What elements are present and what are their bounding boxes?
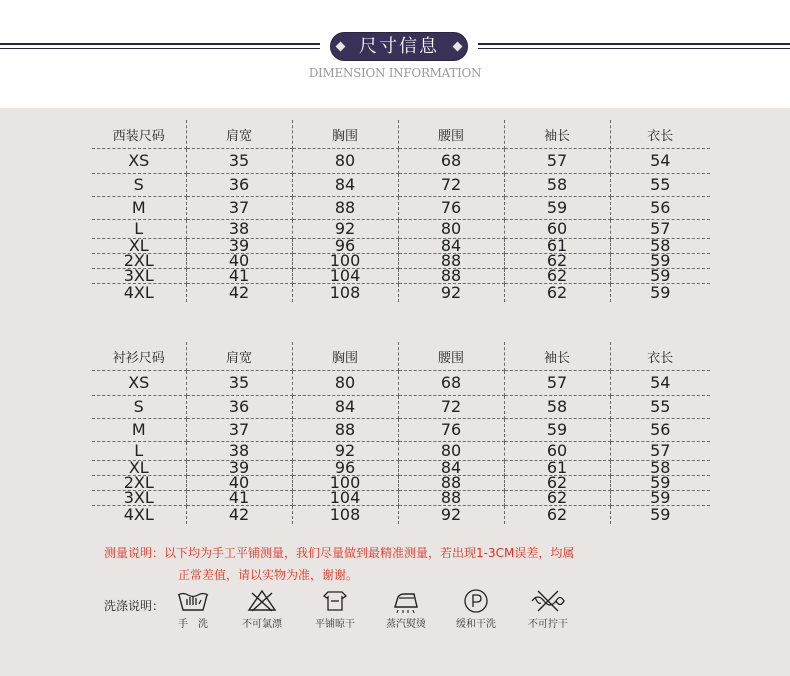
- measurement-cell: 100: [292, 476, 398, 491]
- measurement-cell: 84: [292, 396, 398, 419]
- measurement-cell: 96: [292, 239, 398, 254]
- table-row: [92, 239, 710, 254]
- table-row: [92, 461, 710, 476]
- measurement-cell: 42: [186, 284, 292, 303]
- measurement-cell: 36: [186, 174, 292, 197]
- measurement-cell: 60: [504, 220, 610, 239]
- measurement-cell: 88: [292, 419, 398, 442]
- column-header: 腰围: [398, 342, 504, 371]
- page-title: 尺寸信息: [359, 36, 439, 57]
- size-cell: 4XL: [92, 506, 186, 525]
- care-item-dry-flat: [295, 588, 375, 630]
- table-row: [92, 476, 710, 491]
- dry-flat-icon: [315, 588, 355, 614]
- measurement-cell: 41: [186, 269, 292, 284]
- size-cell: S: [92, 396, 186, 419]
- measurement-cell: 88: [292, 197, 398, 220]
- dry-clean-p-icon: [456, 588, 496, 614]
- measurement-cell: 60: [504, 442, 610, 461]
- measurement-cell: 62: [504, 506, 610, 525]
- measurement-cell: 96: [292, 461, 398, 476]
- measurement-cell: 62: [504, 269, 610, 284]
- measurement-cell: 61: [504, 239, 610, 254]
- size-cell: XS: [92, 371, 186, 396]
- measurement-cell: 41: [186, 491, 292, 506]
- measurement-cell: 100: [292, 254, 398, 269]
- size-cell: M: [92, 197, 186, 220]
- measurement-cell: 56: [610, 197, 710, 220]
- size-cell: XS: [92, 149, 186, 174]
- measurement-cell: 38: [186, 220, 292, 239]
- size-cell: M: [92, 419, 186, 442]
- measurement-cell: 84: [398, 461, 504, 476]
- measurement-cell: 59: [610, 491, 710, 506]
- column-header: 胸围: [292, 342, 398, 371]
- measurement-cell: 58: [610, 239, 710, 254]
- title-badge: [330, 32, 468, 61]
- table-row: [92, 442, 710, 461]
- measurement-cell: 76: [398, 419, 504, 442]
- no-wring-icon: [528, 588, 568, 614]
- column-header: 腰围: [398, 120, 504, 149]
- size-cell: S: [92, 174, 186, 197]
- column-header: 衬衫尺码: [92, 342, 186, 371]
- measurement-cell: 57: [610, 442, 710, 461]
- care-item-hand-wash: [153, 588, 233, 630]
- measurement-cell: 40: [186, 254, 292, 269]
- measurement-cell: 88: [398, 254, 504, 269]
- measurement-cell: 76: [398, 197, 504, 220]
- washing-label: 洗涤说明：: [104, 599, 165, 613]
- measurement-cell: 59: [610, 476, 710, 491]
- care-item-steam-iron: [366, 588, 446, 630]
- measurement-cell: 39: [186, 461, 292, 476]
- measurement-cell: 104: [292, 269, 398, 284]
- measurement-cell: 62: [504, 476, 610, 491]
- measurement-cell: 59: [650, 283, 671, 302]
- size-cell: 2XL: [92, 476, 186, 491]
- measurement-cell: 84: [292, 174, 398, 197]
- measurement-cell: 37: [186, 419, 292, 442]
- table-row: [92, 197, 710, 220]
- table-row: [92, 506, 710, 525]
- table-row: [92, 396, 710, 419]
- measurement-cell: 59: [504, 419, 610, 442]
- care-item-no-wring: [508, 588, 588, 630]
- measurement-cell: 92: [292, 220, 398, 239]
- column-header: 胸围: [292, 120, 398, 149]
- measurement-cell: 59: [650, 505, 671, 524]
- measurement-cell: 59: [610, 254, 710, 269]
- measurement-cell: 58: [504, 174, 610, 197]
- table-header-row: [92, 342, 710, 371]
- measurement-cell: 80: [398, 442, 504, 461]
- measurement-cell: 104: [292, 491, 398, 506]
- header: [0, 0, 790, 108]
- column-header: 衣长: [610, 342, 710, 371]
- measurement-cell: 80: [292, 371, 398, 396]
- measurement-cell: 92: [398, 506, 504, 525]
- size-cell: L: [92, 220, 186, 239]
- header-line-left-thin: [0, 48, 320, 49]
- care-label: 缓和干洗: [456, 619, 496, 630]
- measurement-cell: 59: [610, 269, 710, 284]
- measurement-cell: 108: [292, 506, 398, 525]
- header-line-right-thin: [478, 48, 790, 49]
- measurement-cell: 38: [186, 442, 292, 461]
- size-cell: 4XL: [92, 284, 186, 303]
- care-label: 不可拧干: [528, 619, 568, 630]
- shirt-size-table: [92, 342, 710, 524]
- column-header: 西装尺码: [92, 120, 186, 149]
- measurement-cell: 39: [186, 239, 292, 254]
- measurement-cell: 58: [504, 396, 610, 419]
- steam-iron-icon: [386, 588, 426, 614]
- measurement-cell: 57: [610, 220, 710, 239]
- measurement-cell: 108: [292, 284, 398, 303]
- measurement-cell: 40: [186, 476, 292, 491]
- measurement-cell: 62: [504, 284, 610, 303]
- measurement-cell: 58: [610, 461, 710, 476]
- column-header: 肩宽: [186, 342, 292, 371]
- measurement-cell: 36: [186, 396, 292, 419]
- measurement-cell: 88: [398, 476, 504, 491]
- table-row: [92, 220, 710, 239]
- column-header: 衣长: [610, 120, 710, 149]
- table-header-row: [92, 120, 710, 149]
- measurement-cell: 68: [398, 149, 504, 174]
- measurement-cell: 88: [398, 269, 504, 284]
- measurement-cell: 57: [504, 371, 610, 396]
- measurement-cell: 56: [610, 419, 710, 442]
- table-row: [92, 269, 710, 284]
- measurement-cell: 35: [186, 149, 292, 174]
- size-cell: XL: [92, 461, 186, 476]
- table-row: [92, 491, 710, 506]
- measurement-cell: 84: [398, 239, 504, 254]
- column-header: 袖长: [504, 120, 610, 149]
- care-item-no-bleach: [222, 588, 302, 630]
- measurement-cell: 62: [504, 254, 610, 269]
- measurement-cell: 55: [610, 174, 710, 197]
- size-cell: 2XL: [92, 254, 186, 269]
- header-line-left: [0, 43, 320, 45]
- size-cell: 3XL: [92, 269, 186, 284]
- measurement-cell: 62: [504, 491, 610, 506]
- measurement-note-line1: 测量说明：以下均为手工平铺测量，我们尽量做到最精准测量，若出现1-3CM误差，均属: [104, 546, 575, 560]
- measurement-cell: 80: [292, 149, 398, 174]
- care-label: 不可氯漂: [242, 619, 282, 630]
- size-cell: XL: [92, 239, 186, 254]
- care-label: 手 洗: [178, 619, 208, 630]
- measurement-cell: 68: [398, 371, 504, 396]
- table-row: [92, 254, 710, 269]
- care-label: 蒸汽熨烫: [386, 619, 426, 630]
- table-row: [92, 419, 710, 442]
- no-bleach-icon: [242, 588, 282, 614]
- hand-wash-icon: [173, 588, 213, 614]
- measurement-cell: 72: [398, 174, 504, 197]
- measurement-cell: 92: [292, 442, 398, 461]
- table-row: [92, 284, 710, 303]
- table-row: [92, 371, 710, 396]
- measurement-cell: 72: [398, 396, 504, 419]
- page-subtitle: DIMENSION INFORMATION: [308, 66, 482, 80]
- measurement-cell: 54: [610, 371, 710, 396]
- care-item-dry-clean: [436, 588, 516, 630]
- measurement-cell: 37: [186, 197, 292, 220]
- care-label: 平铺晾干: [315, 619, 355, 630]
- size-cell: 3XL: [92, 491, 186, 506]
- size-cell: L: [92, 442, 186, 461]
- measurement-cell: 88: [398, 491, 504, 506]
- measurement-cell: 42: [186, 506, 292, 525]
- measurement-cell: 35: [186, 371, 292, 396]
- measurement-cell: 59: [504, 197, 610, 220]
- measurement-cell: 61: [504, 461, 610, 476]
- measurement-cell: 80: [398, 220, 504, 239]
- measurement-cell: 55: [610, 396, 710, 419]
- suit-size-table: [92, 120, 710, 302]
- measurement-note-line2: 正常差值，请以实物为准，谢谢。: [178, 568, 359, 582]
- column-header: 肩宽: [186, 120, 292, 149]
- measurement-cell: 57: [504, 149, 610, 174]
- measurement-cell: 92: [398, 284, 504, 303]
- table-row: [92, 149, 710, 174]
- column-header: 袖长: [504, 342, 610, 371]
- header-line-right: [478, 43, 790, 45]
- measurement-cell: 54: [610, 149, 710, 174]
- table-row: [92, 174, 710, 197]
